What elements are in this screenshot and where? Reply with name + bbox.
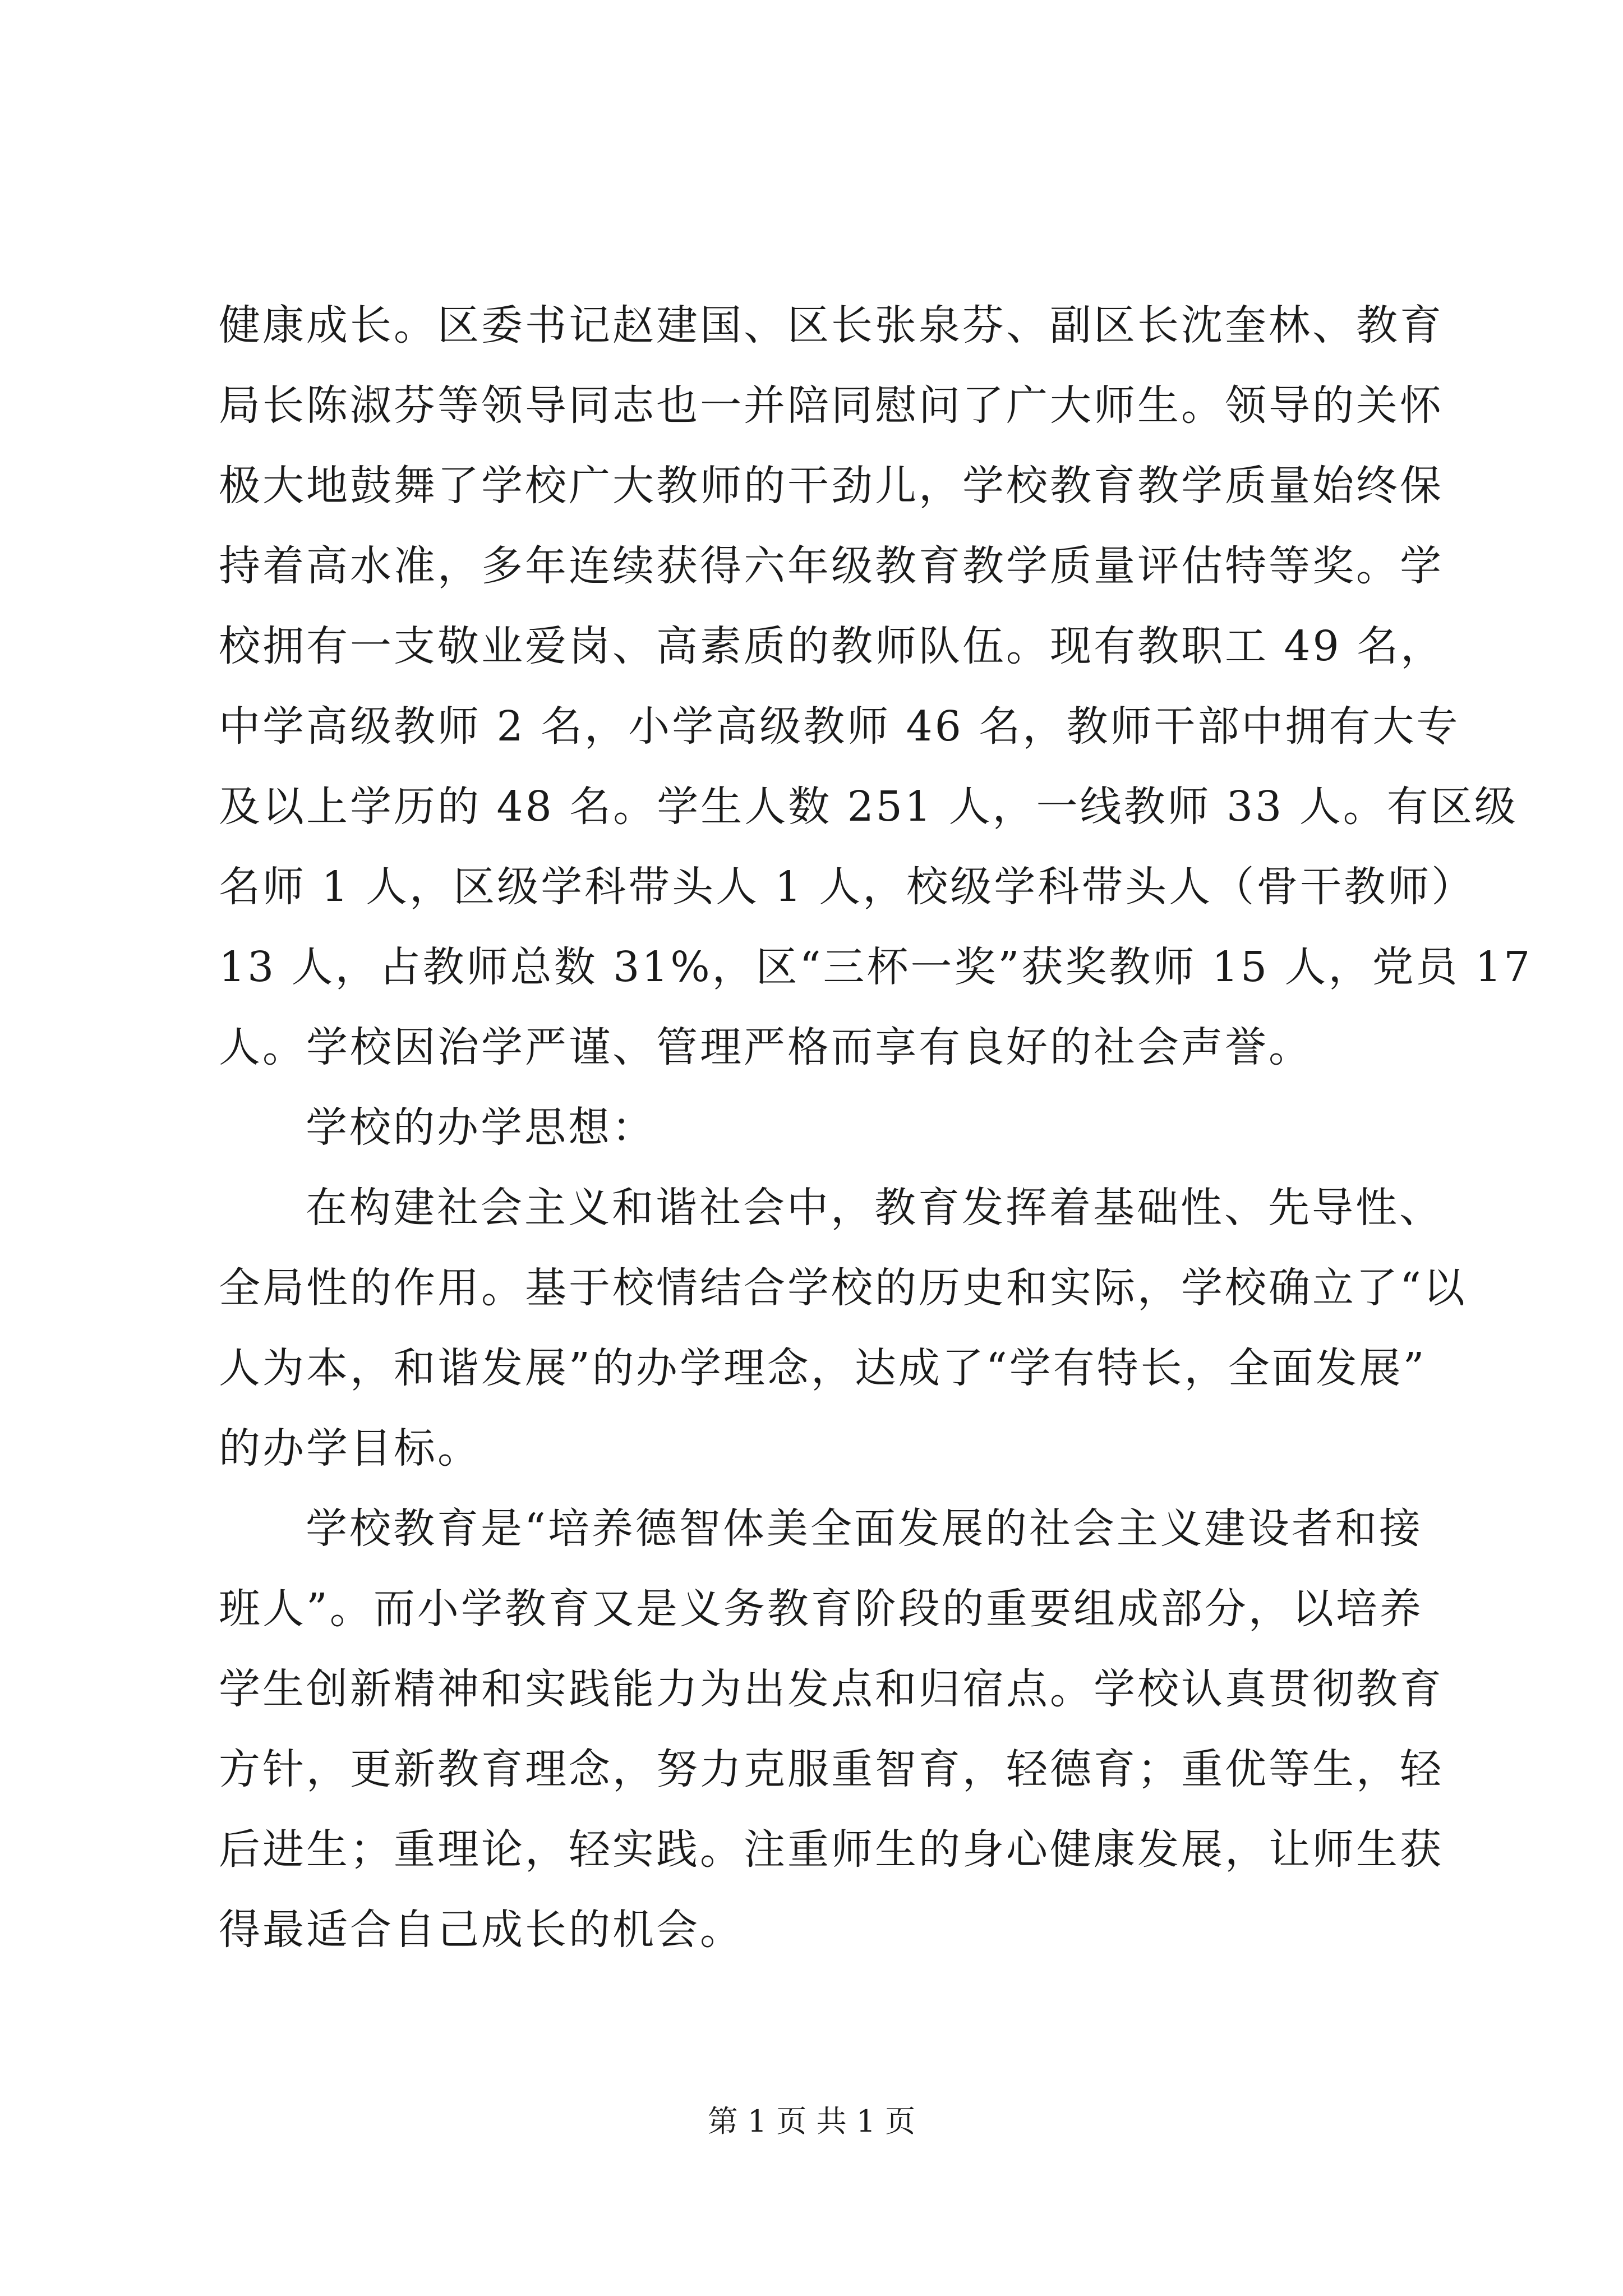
text-line: 学校教育是“培养德智体美全面发展的社会主义建设者和接	[306, 1504, 1423, 1553]
text-line: 全局性的作用。基于校情结合学校的历史和实际，学校确立了“以	[219, 1264, 1467, 1312]
text-line: 局长陈淑芬等领导同志也一并陪同慰问了广大师生。领导的关怀	[219, 381, 1444, 430]
text-line: 极大地鼓舞了学校广大教师的干劲儿，学校教育教学质量始终保	[219, 462, 1444, 510]
section-heading: 学校的办学思想：	[306, 1103, 656, 1152]
text-line: 的办学目标。	[219, 1424, 481, 1473]
text-line: 名师 1 人，区级学科带头人 1 人，校级学科带头人（骨干教师）	[219, 863, 1476, 911]
page-number-footer: 第 1 页 共 1 页	[707, 2104, 916, 2139]
text-line: 人。学校因治学严谨、管理严格而享有良好的社会声誉。	[219, 1023, 1312, 1071]
text-line: 班人”。而小学教育又是义务教育阶段的重要组成部分，以培养	[219, 1585, 1423, 1633]
text-line: 13 人，占教师总数 31%，区“三杯一奖”获奖教师 15 人，党员 17	[219, 943, 1533, 991]
text-line: 及以上学历的 48 名。学生人数 251 人，一线教师 33 人。有区级	[219, 783, 1518, 831]
text-line: 得最适合自己成长的机会。	[219, 1906, 744, 1954]
text-line: 在构建社会主义和谐社会中，教育发挥着基础性、先导性、	[306, 1184, 1443, 1232]
text-line: 持着高水准，多年连续获得六年级教育教学质量评估特等奖。学	[219, 542, 1444, 590]
text-line: 健康成长。区委书记赵建国、区长张泉芬、副区长沈奎林、教育	[219, 301, 1444, 349]
text-line: 中学高级教师 2 名，小学高级教师 46 名，教师干部中拥有大专	[219, 702, 1460, 751]
text-line: 校拥有一支敬业爱岗、高素质的教师队伍。现有教职工 49 名，	[219, 622, 1445, 670]
text-line: 人为本，和谐发展”的办学理念，达成了“学有特长，全面发展”	[219, 1344, 1427, 1392]
text-line: 方针，更新教育理念，努力克服重智育，轻德育；重优等生，轻	[219, 1745, 1444, 1793]
text-line: 学生创新精神和实践能力为出发点和归宿点。学校认真贯彻教育	[219, 1665, 1444, 1713]
text-line: 后进生；重理论，轻实践。注重师生的身心健康发展，让师生获	[219, 1825, 1444, 1874]
